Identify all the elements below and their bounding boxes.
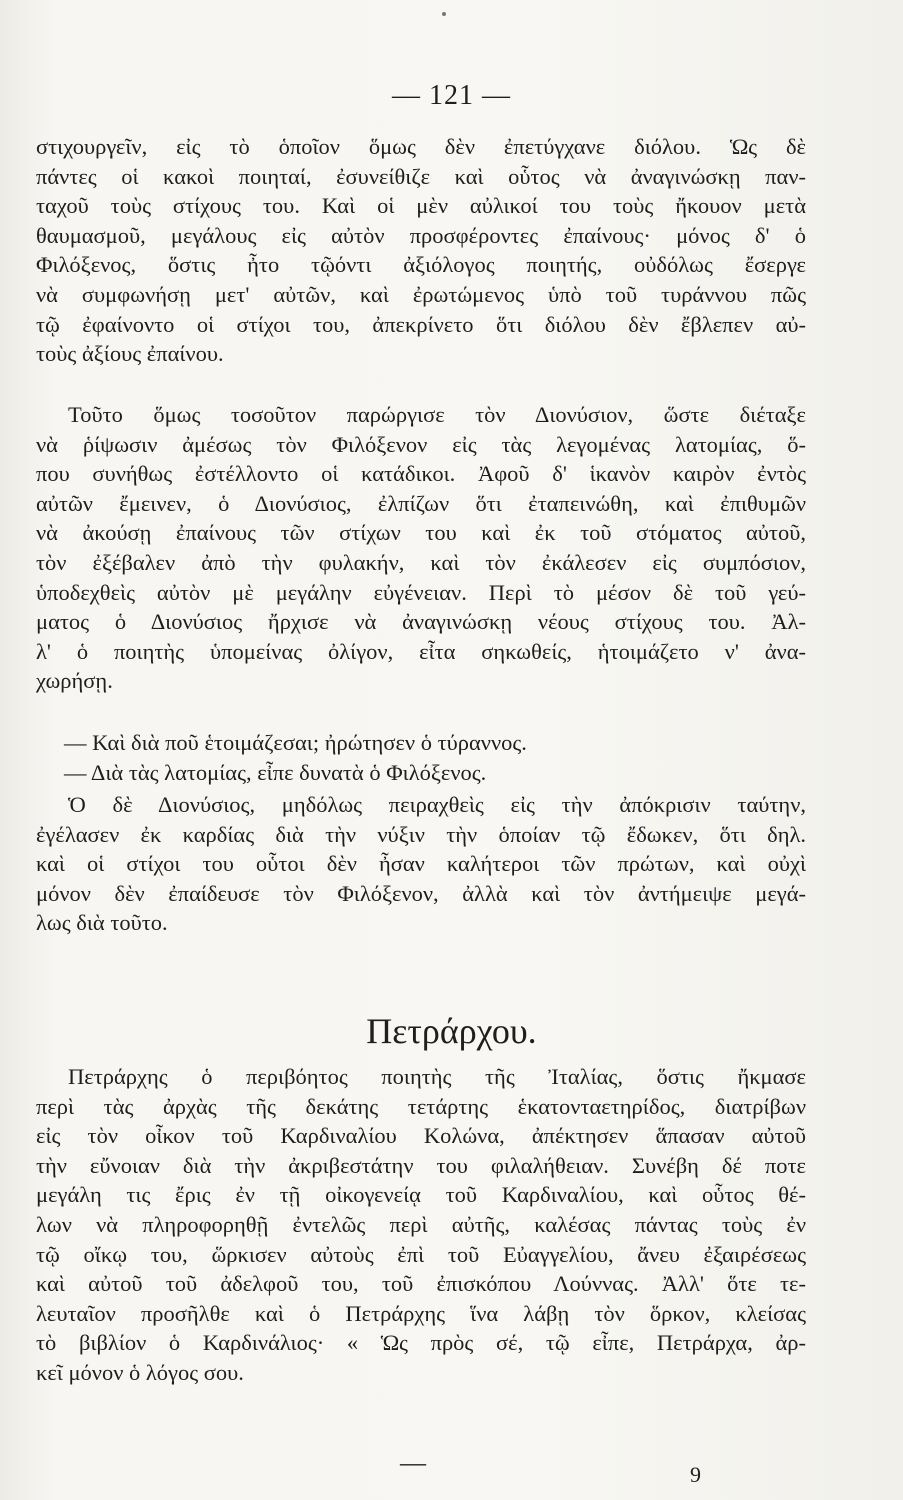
text-line: νὰ ῥίψωσιν ἀμέσως τὸν Φιλόξενον εἰς τὰς λεγομένας λατομίας, ὅ- xyxy=(36,431,806,457)
text-line: λως διὰ τοῦτο. xyxy=(36,910,168,936)
text-line: κεῖ μόνον ὁ λόγος σου. xyxy=(36,1359,244,1385)
text-line: λευταῖον προσῆλθε καὶ ὁ Πετράρχης ἵνα λάβῃ τὸν ὅρκον, κλείσας xyxy=(36,1300,806,1326)
text-line: χωρήσῃ. xyxy=(36,668,113,694)
text-line: νὰ συμφωνήσῃ μετ' αὐτῶν, καὶ ἐρωτώμενος ὑπὸ τοῦ τυράννου πῶς xyxy=(36,281,806,307)
signature-mark: 9 xyxy=(690,1462,701,1487)
text-line: τῷ οἴκῳ του, ὥρκισεν αὐτοὺς ἐπὶ τοῦ Εὐαγγελίου, ἄνευ ἐξαιρέσεως xyxy=(36,1241,806,1267)
text-line: εἰς τὸν οἶκον τοῦ Καρδιναλίου Κολώνα, ἀπέκτησεν ἅπασαν αὐτοῦ xyxy=(36,1123,806,1149)
dialogue-line: — Καὶ διὰ ποῦ ἑτοιμάζεσαι; ἠρώτησεν ὁ τύραννος. xyxy=(64,730,527,755)
section-heading: Πετράρχου. xyxy=(366,1011,537,1051)
text-line: ἐγέλασεν ἐκ καρδίας διὰ τὴν νύξιν τὴν ὁποίαν τῷ ἔδωκεν, ὅτι δηλ. xyxy=(36,821,806,847)
paragraph-2 xyxy=(36,400,806,696)
text-line: καὶ αὐτοῦ τοῦ ἀδελφοῦ του, τοῦ ἐπισκόπου Λούννας. Ἀλλ' ὅτε τε- xyxy=(36,1271,806,1297)
text-line: θαυμασμοῦ, μεγάλους εἰς αὐτὸν προσφέροντες ἐπαίνους· μόνος δ' ὁ xyxy=(36,222,806,248)
text-line: ματος ὁ Διονύσιος ἤρχισε νὰ ἀναγινώσκῃ νέους στίχους του. Ἀλ- xyxy=(36,609,806,635)
text-line: Φιλόξενος, ὅστις ἦτο τῷόντι ἀξιόλογος ποιητής, οὐδόλως ἔσεργε xyxy=(36,252,806,278)
text-line: τὸν ἐξέβαλεν ἀπὸ τὴν φυλακήν, καὶ τὸν ἐκάλεσεν εἰς συμπόσιον, xyxy=(36,549,806,575)
dialogue-line: — Διὰ τὰς λατομίας, εἶπε δυνατὰ ὁ Φιλόξενος. xyxy=(64,759,487,785)
ink-speck xyxy=(442,12,446,16)
text-line: ὑποδεχθεὶς αὐτὸν μὲ μεγάλην εὐγένειαν. Περὶ τὸ μέσον δὲ τοῦ γεύ- xyxy=(36,579,806,605)
text-line: στιχουργεῖν, εἰς τὸ ὁποῖον ὅμως δὲν ἐπετύγχανε διόλου. Ὡς δὲ xyxy=(36,134,806,159)
text-line: μεγάλη τις ἔρις ἐν τῇ οἰκογενείᾳ τοῦ Καρδιναλίου, καὶ οὗτος θέ- xyxy=(36,1182,806,1208)
text-line: λων νὰ πληροφορηθῇ ἐντελῶς περὶ αὐτῆς, καλέσας πάντας τοὺς ἐν xyxy=(36,1211,806,1237)
text-line: περὶ τὰς ἀρχὰς τῆς δεκάτης τετάρτης ἑκατονταετηρίδος, διατρίβων xyxy=(36,1093,806,1119)
text-line: τὴν εὔνοιαν διὰ τὴν ἀκριβεστάτην του φιλαλήθειαν. Συνέβη δέ ποτε xyxy=(36,1152,806,1178)
text-line: που συνήθως ἐστέλλοντο οἱ κατάδικοι. Ἀφοῦ δ' ἱκανὸν καιρὸν ἐντὸς xyxy=(36,461,806,487)
footer-dash: — xyxy=(400,1448,426,1477)
text-line: Πετράρχης ὁ περιβόητος ποιητὴς τῆς Ἰταλίας, ὅστις ἤκμασε xyxy=(68,1064,806,1089)
text-line: λ' ὁ ποιητὴς ὑπομείνας ὀλίγον, εἶτα σηκωθείς, ἡτοιμάζετο ν' ἀνα- xyxy=(36,638,806,664)
text-line: ταχοῦ τοὺς στίχους του. Καὶ οἱ μὲν αὐλικοί του τοὺς ἤκουον μετὰ xyxy=(36,193,806,219)
text-line: καὶ οἱ στίχοι του οὗτοι δὲν ἦσαν καλήτεροι τῶν πρώτων, καὶ οὐχὶ xyxy=(36,851,806,877)
text-line: τοὺς ἀξίους ἐπαίνου. xyxy=(36,341,224,367)
text-line: μόνον δὲν ἐπαίδευσε τὸν Φιλόξενον, ἀλλὰ καὶ τὸν ἀντήμειψε μεγά- xyxy=(36,880,806,906)
paragraph-4 xyxy=(36,1062,806,1388)
paragraph-3 xyxy=(36,790,806,938)
text-line: τὸ βιβλίον ὁ Καρδινάλιος· « Ὡς πρὸς σέ, τῷ εἶπε, Πετράρχα, ἀρ- xyxy=(36,1330,806,1356)
text-line: Τοῦτο ὅμως τοσοῦτον παρώργισε τὸν Διονύσιον, ὥστε διέταξε xyxy=(68,402,806,427)
dialogue xyxy=(36,728,806,787)
text-line: Ὁ δὲ Διονύσιος, μηδόλως πειραχθεὶς εἰς τὴν ἀπόκρισιν ταύτην, xyxy=(68,792,806,817)
text-line: τῷ ἐφαίνοντο οἱ στίχοι του, ἀπεκρίνετο ὅτι διόλου δὲν ἔβλεπεν αὐ- xyxy=(36,311,806,337)
page-number: — 121 — xyxy=(392,80,511,111)
text-line: αὐτῶν ἔμεινεν, ὁ Διονύσιος, ἐλπίζων ὅτι ἐταπεινώθη, καὶ ἐπιθυμῶν xyxy=(36,490,806,516)
text-line: πάντες οἱ κακοὶ ποιηταί, ἐσυνείθιζε καὶ οὗτος νὰ ἀναγινώσκῃ παν- xyxy=(36,163,806,189)
text-line: νὰ ἀκούσῃ ἐπαίνους τῶν στίχων του καὶ ἐκ τοῦ στόματος αὐτοῦ, xyxy=(36,520,806,546)
paragraph-1 xyxy=(36,132,806,369)
